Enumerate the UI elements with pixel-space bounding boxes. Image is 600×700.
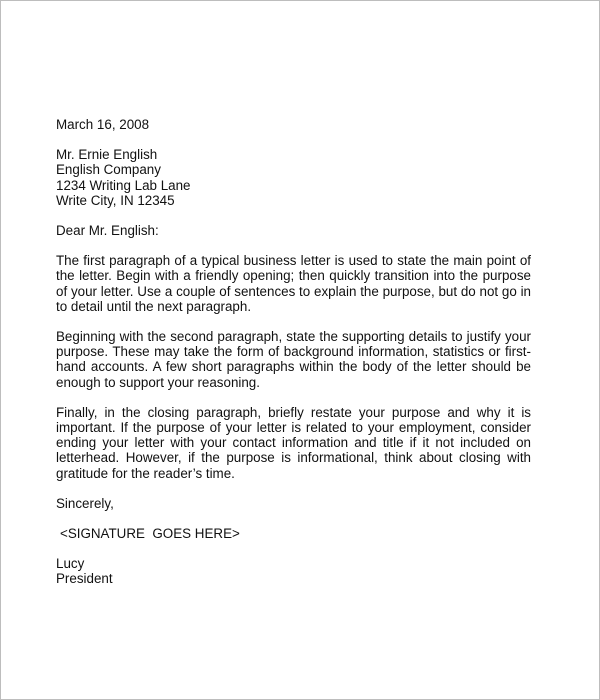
body-paragraph-2: Beginning with the second paragraph, state the supporting details to justify your purpose. These may take the form of background information, statistics or first-hand accounts. A few short paragraphs within the body of the letter should be enough to support your reasoning. [56, 329, 531, 390]
salutation: Dear Mr. English: [56, 223, 159, 239]
recipient-city-line: Write City, IN 12345 [56, 192, 175, 208]
body-paragraph-1: The first paragraph of a typical business letter is used to state the main point of the letter. Begin with a friendly opening; then quickly transition into the purpose of your letter. Use a couple of sentences to explain the purpose, but do not go in to detail until the next paragraph. [56, 253, 531, 314]
body-paragraph-3: Finally, in the closing paragraph, briefly restate your purpose and why it is important. If the purpose of your letter is related to your employment, consider ending your letter with your contact information and title if it not included on letterhead. However, if the purpose is informational, think about closing with gratitude for the reader’s time. [56, 404, 531, 481]
recipient-company: English Company [56, 162, 161, 178]
signer-name: Lucy [56, 556, 85, 572]
recipient-name: Mr. Ernie English [56, 147, 158, 163]
signature-placeholder: <SIGNATURE GOES HERE> [60, 526, 240, 542]
signer-block [56, 556, 531, 586]
recipient-street: 1234 Writing Lab Lane [56, 177, 191, 193]
letter-date: March 16, 2008 [56, 117, 150, 132]
recipient-address [56, 147, 531, 208]
letter-body [56, 117, 531, 587]
signer-title: President [56, 571, 113, 587]
closing: Sincerely, [56, 495, 114, 511]
